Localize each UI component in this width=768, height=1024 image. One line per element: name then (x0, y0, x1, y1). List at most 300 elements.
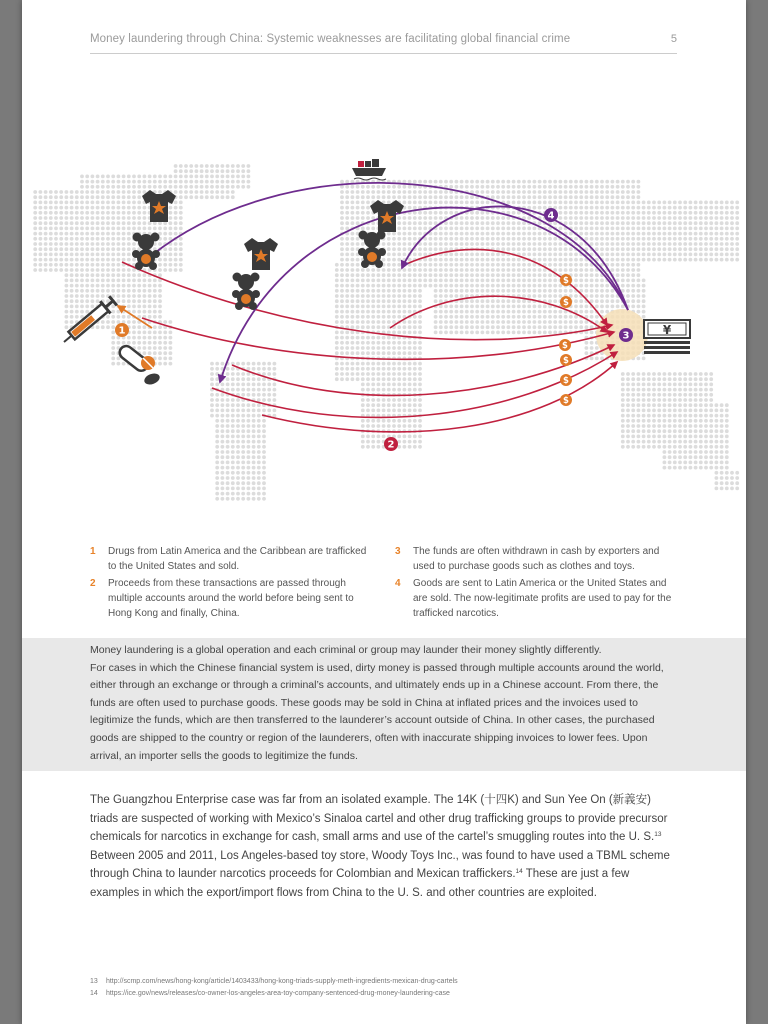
map-dot (663, 419, 667, 423)
map-dot (340, 273, 344, 277)
map-dot (678, 424, 682, 428)
map-dot (413, 211, 417, 215)
map-dot (158, 185, 162, 189)
map-dot (382, 336, 386, 340)
map-dot (127, 289, 131, 293)
map-dot (481, 237, 485, 241)
map-dot (257, 455, 261, 459)
map-dot (163, 258, 167, 262)
map-dot (460, 180, 464, 184)
map-dot (683, 377, 687, 381)
map-dot (397, 419, 401, 423)
map-dot (709, 424, 713, 428)
map-dot (163, 227, 167, 231)
map-dot (345, 341, 349, 345)
map-dot (439, 190, 443, 194)
map-dot (652, 242, 656, 246)
map-dot (486, 268, 490, 272)
map-dot (439, 273, 443, 277)
map-dot (709, 206, 713, 210)
map-dot (252, 429, 256, 433)
map-dot (49, 216, 53, 220)
map-dot (403, 227, 407, 231)
map-dot (527, 216, 531, 220)
map-dot (262, 440, 266, 444)
map-dot (335, 372, 339, 376)
map-dot (387, 367, 391, 371)
map-dot (668, 419, 672, 423)
map-dot (475, 289, 479, 293)
map-dot (663, 403, 667, 407)
map-dot (59, 190, 63, 194)
svg-text:$: $ (563, 396, 569, 407)
map-dot (496, 242, 500, 246)
map-dot (455, 331, 459, 335)
footnote-ref-14[interactable]: 14 (515, 868, 523, 876)
map-dot (96, 263, 100, 267)
map-dot (720, 258, 724, 262)
map-dot (533, 237, 537, 241)
map-dot (642, 242, 646, 246)
map-dot (39, 242, 43, 246)
map-dot (507, 247, 511, 251)
map-dot (621, 201, 625, 205)
map-dot (403, 346, 407, 350)
map-dot (600, 195, 604, 199)
map-dot (486, 325, 490, 329)
map-dot (158, 227, 162, 231)
map-dot (158, 315, 162, 319)
map-dot (720, 466, 724, 470)
map-dot (668, 242, 672, 246)
map-dot (725, 409, 729, 413)
map-dot (423, 247, 427, 251)
map-dot (418, 315, 422, 319)
map-dot (397, 299, 401, 303)
map-dot (553, 195, 557, 199)
map-dot (397, 372, 401, 376)
map-dot (548, 242, 552, 246)
map-dot (600, 294, 604, 298)
map-dot (377, 284, 381, 288)
map-dot (174, 253, 178, 257)
map-dot (720, 481, 724, 485)
map-dot (600, 237, 604, 241)
map-dot (75, 247, 79, 251)
map-dot (39, 253, 43, 257)
map-dot (241, 497, 245, 501)
map-dot (709, 242, 713, 246)
map-dot (80, 253, 84, 257)
map-dot (548, 273, 552, 277)
map-dot (408, 242, 412, 246)
map-dot (408, 346, 412, 350)
map-dot (455, 195, 459, 199)
map-dot (533, 310, 537, 314)
map-dot (143, 331, 147, 335)
map-dot (44, 268, 48, 272)
map-dot (616, 232, 620, 236)
map-dot (678, 429, 682, 433)
map-dot (590, 273, 594, 277)
map-dot (663, 232, 667, 236)
map-dot (85, 247, 89, 251)
map-dot (496, 325, 500, 329)
map-dot (709, 403, 713, 407)
map-dot (449, 315, 453, 319)
map-dot (413, 388, 417, 392)
map-dot (257, 461, 261, 465)
map-dot (361, 398, 365, 402)
map-dot (236, 424, 240, 428)
map-dot (637, 263, 641, 267)
map-dot (377, 190, 381, 194)
map-dot (127, 336, 131, 340)
map-dot (231, 383, 235, 387)
map-dot (538, 258, 542, 262)
map-dot (366, 201, 370, 205)
map-dot (403, 242, 407, 246)
map-dot (137, 227, 141, 231)
map-dot (683, 461, 687, 465)
map-dot (247, 487, 251, 491)
map-dot (548, 247, 552, 251)
map-dot (569, 258, 573, 262)
map-dot (709, 440, 713, 444)
map-dot (642, 419, 646, 423)
map-dot (663, 450, 667, 454)
map-dot (694, 253, 698, 257)
map-dot (408, 403, 412, 407)
map-dot (730, 201, 734, 205)
map-dot (501, 305, 505, 309)
map-dot (111, 263, 115, 267)
map-dot (647, 398, 651, 402)
map-dot (559, 180, 563, 184)
map-dot (522, 247, 526, 251)
map-dot (585, 310, 589, 314)
map-dot (231, 190, 235, 194)
map-dot (460, 331, 464, 335)
map-dot (361, 336, 365, 340)
map-dot (470, 305, 474, 309)
map-dot (153, 315, 157, 319)
map-dot (605, 227, 609, 231)
map-dot (408, 227, 412, 231)
map-dot (91, 237, 95, 241)
map-dot (377, 185, 381, 189)
map-dot (725, 455, 729, 459)
map-dot (335, 377, 339, 381)
map-dot (205, 175, 209, 179)
map-dot (226, 169, 230, 173)
map-dot (148, 299, 152, 303)
map-dot (704, 409, 708, 413)
map-dot (356, 284, 360, 288)
map-dot (611, 211, 615, 215)
map-dot (637, 206, 641, 210)
map-dot (262, 455, 266, 459)
map-dot (465, 284, 469, 288)
map-dot (595, 195, 599, 199)
map-dot (371, 185, 375, 189)
map-dot (559, 258, 563, 262)
map-dot (673, 429, 677, 433)
map-dot (626, 279, 630, 283)
map-dot (465, 315, 469, 319)
map-dot (475, 185, 479, 189)
map-dot (397, 383, 401, 387)
map-dot (735, 227, 739, 231)
map-dot (91, 221, 95, 225)
map-dot (595, 289, 599, 293)
map-dot (241, 450, 245, 454)
map-dot (247, 497, 251, 501)
map-dot (356, 362, 360, 366)
map-dot (158, 310, 162, 314)
map-dot (75, 263, 79, 267)
map-dot (101, 175, 105, 179)
map-dot (694, 201, 698, 205)
map-dot (91, 284, 95, 288)
map-dot (257, 435, 261, 439)
map-dot (564, 268, 568, 272)
map-dot (657, 403, 661, 407)
map-dot (361, 445, 365, 449)
map-dot (553, 242, 557, 246)
map-dot (553, 190, 557, 194)
map-dot (371, 346, 375, 350)
map-dot (548, 237, 552, 241)
map-dot (626, 253, 630, 257)
map-dot (678, 393, 682, 397)
map-dot (179, 175, 183, 179)
map-dot (382, 325, 386, 329)
page-number: 5 (670, 33, 677, 45)
map-dot (236, 455, 240, 459)
map-dot (642, 357, 646, 361)
map-dot (371, 372, 375, 376)
map-dot (356, 289, 360, 293)
map-dot (501, 289, 505, 293)
map-dot (522, 305, 526, 309)
map-dot (637, 398, 641, 402)
map-dot (132, 195, 136, 199)
map-dot (241, 180, 245, 184)
map-dot (553, 331, 557, 335)
map-dot (371, 320, 375, 324)
map-dot (132, 206, 136, 210)
map-dot (699, 227, 703, 231)
map-dot (631, 190, 635, 194)
map-dot (101, 211, 105, 215)
map-dot (397, 315, 401, 319)
map-dot (481, 325, 485, 329)
map-dot (683, 253, 687, 257)
map-dot (475, 232, 479, 236)
map-dot (111, 242, 115, 246)
map-dot (475, 284, 479, 288)
map-dot (387, 232, 391, 236)
map-dot (715, 221, 719, 225)
map-dot (252, 455, 256, 459)
map-dot (418, 305, 422, 309)
map-dot (704, 247, 708, 251)
map-dot (351, 211, 355, 215)
map-dot (694, 398, 698, 402)
map-dot (408, 388, 412, 392)
map-dot (699, 398, 703, 402)
map-dot (642, 289, 646, 293)
map-dot (392, 279, 396, 283)
map-dot (215, 440, 219, 444)
map-dot (127, 201, 131, 205)
map-dot (429, 190, 433, 194)
map-dot (486, 263, 490, 267)
map-dot (668, 466, 672, 470)
map-dot (132, 336, 136, 340)
map-dot (616, 273, 620, 277)
map-dot (720, 232, 724, 236)
map-dot (699, 253, 703, 257)
map-dot (91, 232, 95, 236)
map-dot (101, 237, 105, 241)
map-dot (735, 476, 739, 480)
map-dot (377, 294, 381, 298)
map-dot (439, 299, 443, 303)
map-dot (54, 190, 58, 194)
map-dot (538, 331, 542, 335)
map-dot (106, 237, 110, 241)
map-dot (158, 294, 162, 298)
map-dot (465, 263, 469, 267)
map-dot (210, 372, 214, 376)
map-dot (345, 305, 349, 309)
map-dot (652, 258, 656, 262)
footnote-ref-13[interactable]: 13 (654, 831, 662, 839)
map-dot (585, 268, 589, 272)
map-dot (491, 315, 495, 319)
map-dot (80, 268, 84, 272)
map-dot (434, 289, 438, 293)
map-dot (413, 351, 417, 355)
footnote-link[interactable]: https://ice.gov/news/releases/co-owner-los-angeles-area-toy-company-sentenced-drug-money-laundering-case (105, 990, 450, 997)
map-dot (647, 419, 651, 423)
map-dot (174, 180, 178, 184)
map-dot (361, 362, 365, 366)
map-dot (262, 471, 266, 475)
map-dot (80, 195, 84, 199)
map-dot (652, 232, 656, 236)
map-dot (616, 195, 620, 199)
map-dot (423, 253, 427, 257)
map-dot (158, 336, 162, 340)
map-dot (631, 445, 635, 449)
map-dot (408, 216, 412, 220)
map-dot (392, 331, 396, 335)
map-dot (392, 263, 396, 267)
map-dot (340, 377, 344, 381)
map-dot (579, 320, 583, 324)
map-dot (127, 279, 131, 283)
map-dot (137, 190, 141, 194)
map-dot (512, 310, 516, 314)
map-dot (611, 253, 615, 257)
map-dot (668, 258, 672, 262)
legend-text: Drugs from Latin America and the Caribbean are trafficked to the United States and sold. (108, 546, 367, 572)
map-dot (512, 195, 516, 199)
map-dot (699, 393, 703, 397)
map-dot (507, 185, 511, 189)
map-dot (397, 263, 401, 267)
map-dot (590, 310, 594, 314)
map-dot (361, 409, 365, 413)
map-dot (694, 450, 698, 454)
map-dot (455, 289, 459, 293)
map-dot (111, 253, 115, 257)
map-dot (215, 190, 219, 194)
map-dot (704, 466, 708, 470)
map-dot (637, 237, 641, 241)
map-dot (351, 263, 355, 267)
map-dot (491, 279, 495, 283)
map-dot (715, 232, 719, 236)
map-dot (96, 185, 100, 189)
map-dot (54, 232, 58, 236)
map-dot (543, 268, 547, 272)
map-dot (663, 440, 667, 444)
map-dot (39, 221, 43, 225)
map-dot (158, 341, 162, 345)
map-dot (257, 398, 261, 402)
map-dot (252, 487, 256, 491)
map-dot (683, 414, 687, 418)
map-dot (366, 273, 370, 277)
map-dot (569, 185, 573, 189)
map-dot (366, 419, 370, 423)
map-dot (663, 372, 667, 376)
map-dot (725, 476, 729, 480)
map-dot (215, 424, 219, 428)
map-dot (637, 185, 641, 189)
map-dot (252, 409, 256, 413)
map-dot (683, 247, 687, 251)
map-dot (351, 331, 355, 335)
map-dot (434, 299, 438, 303)
footnote-link[interactable]: http://scmp.com/news/hong-kong/article/1403433/hong-kong-triads-supply-meth-ingredients-mexican-drug-cartels (105, 978, 458, 985)
map-dot (226, 471, 230, 475)
map-dot (585, 180, 589, 184)
map-dot (553, 315, 557, 319)
map-dot (418, 273, 422, 277)
map-dot (210, 393, 214, 397)
map-dot (226, 409, 230, 413)
map-dot (501, 273, 505, 277)
map-dot (101, 190, 105, 194)
map-dot (699, 450, 703, 454)
map-dot (163, 341, 167, 345)
map-dot (621, 393, 625, 397)
map-dot (517, 289, 521, 293)
map-dot (403, 403, 407, 407)
map-dot (668, 237, 672, 241)
map-dot (345, 336, 349, 340)
map-dot (501, 221, 505, 225)
map-dot (455, 253, 459, 257)
map-dot (418, 211, 422, 215)
map-dot (626, 388, 630, 392)
map-dot (377, 383, 381, 387)
